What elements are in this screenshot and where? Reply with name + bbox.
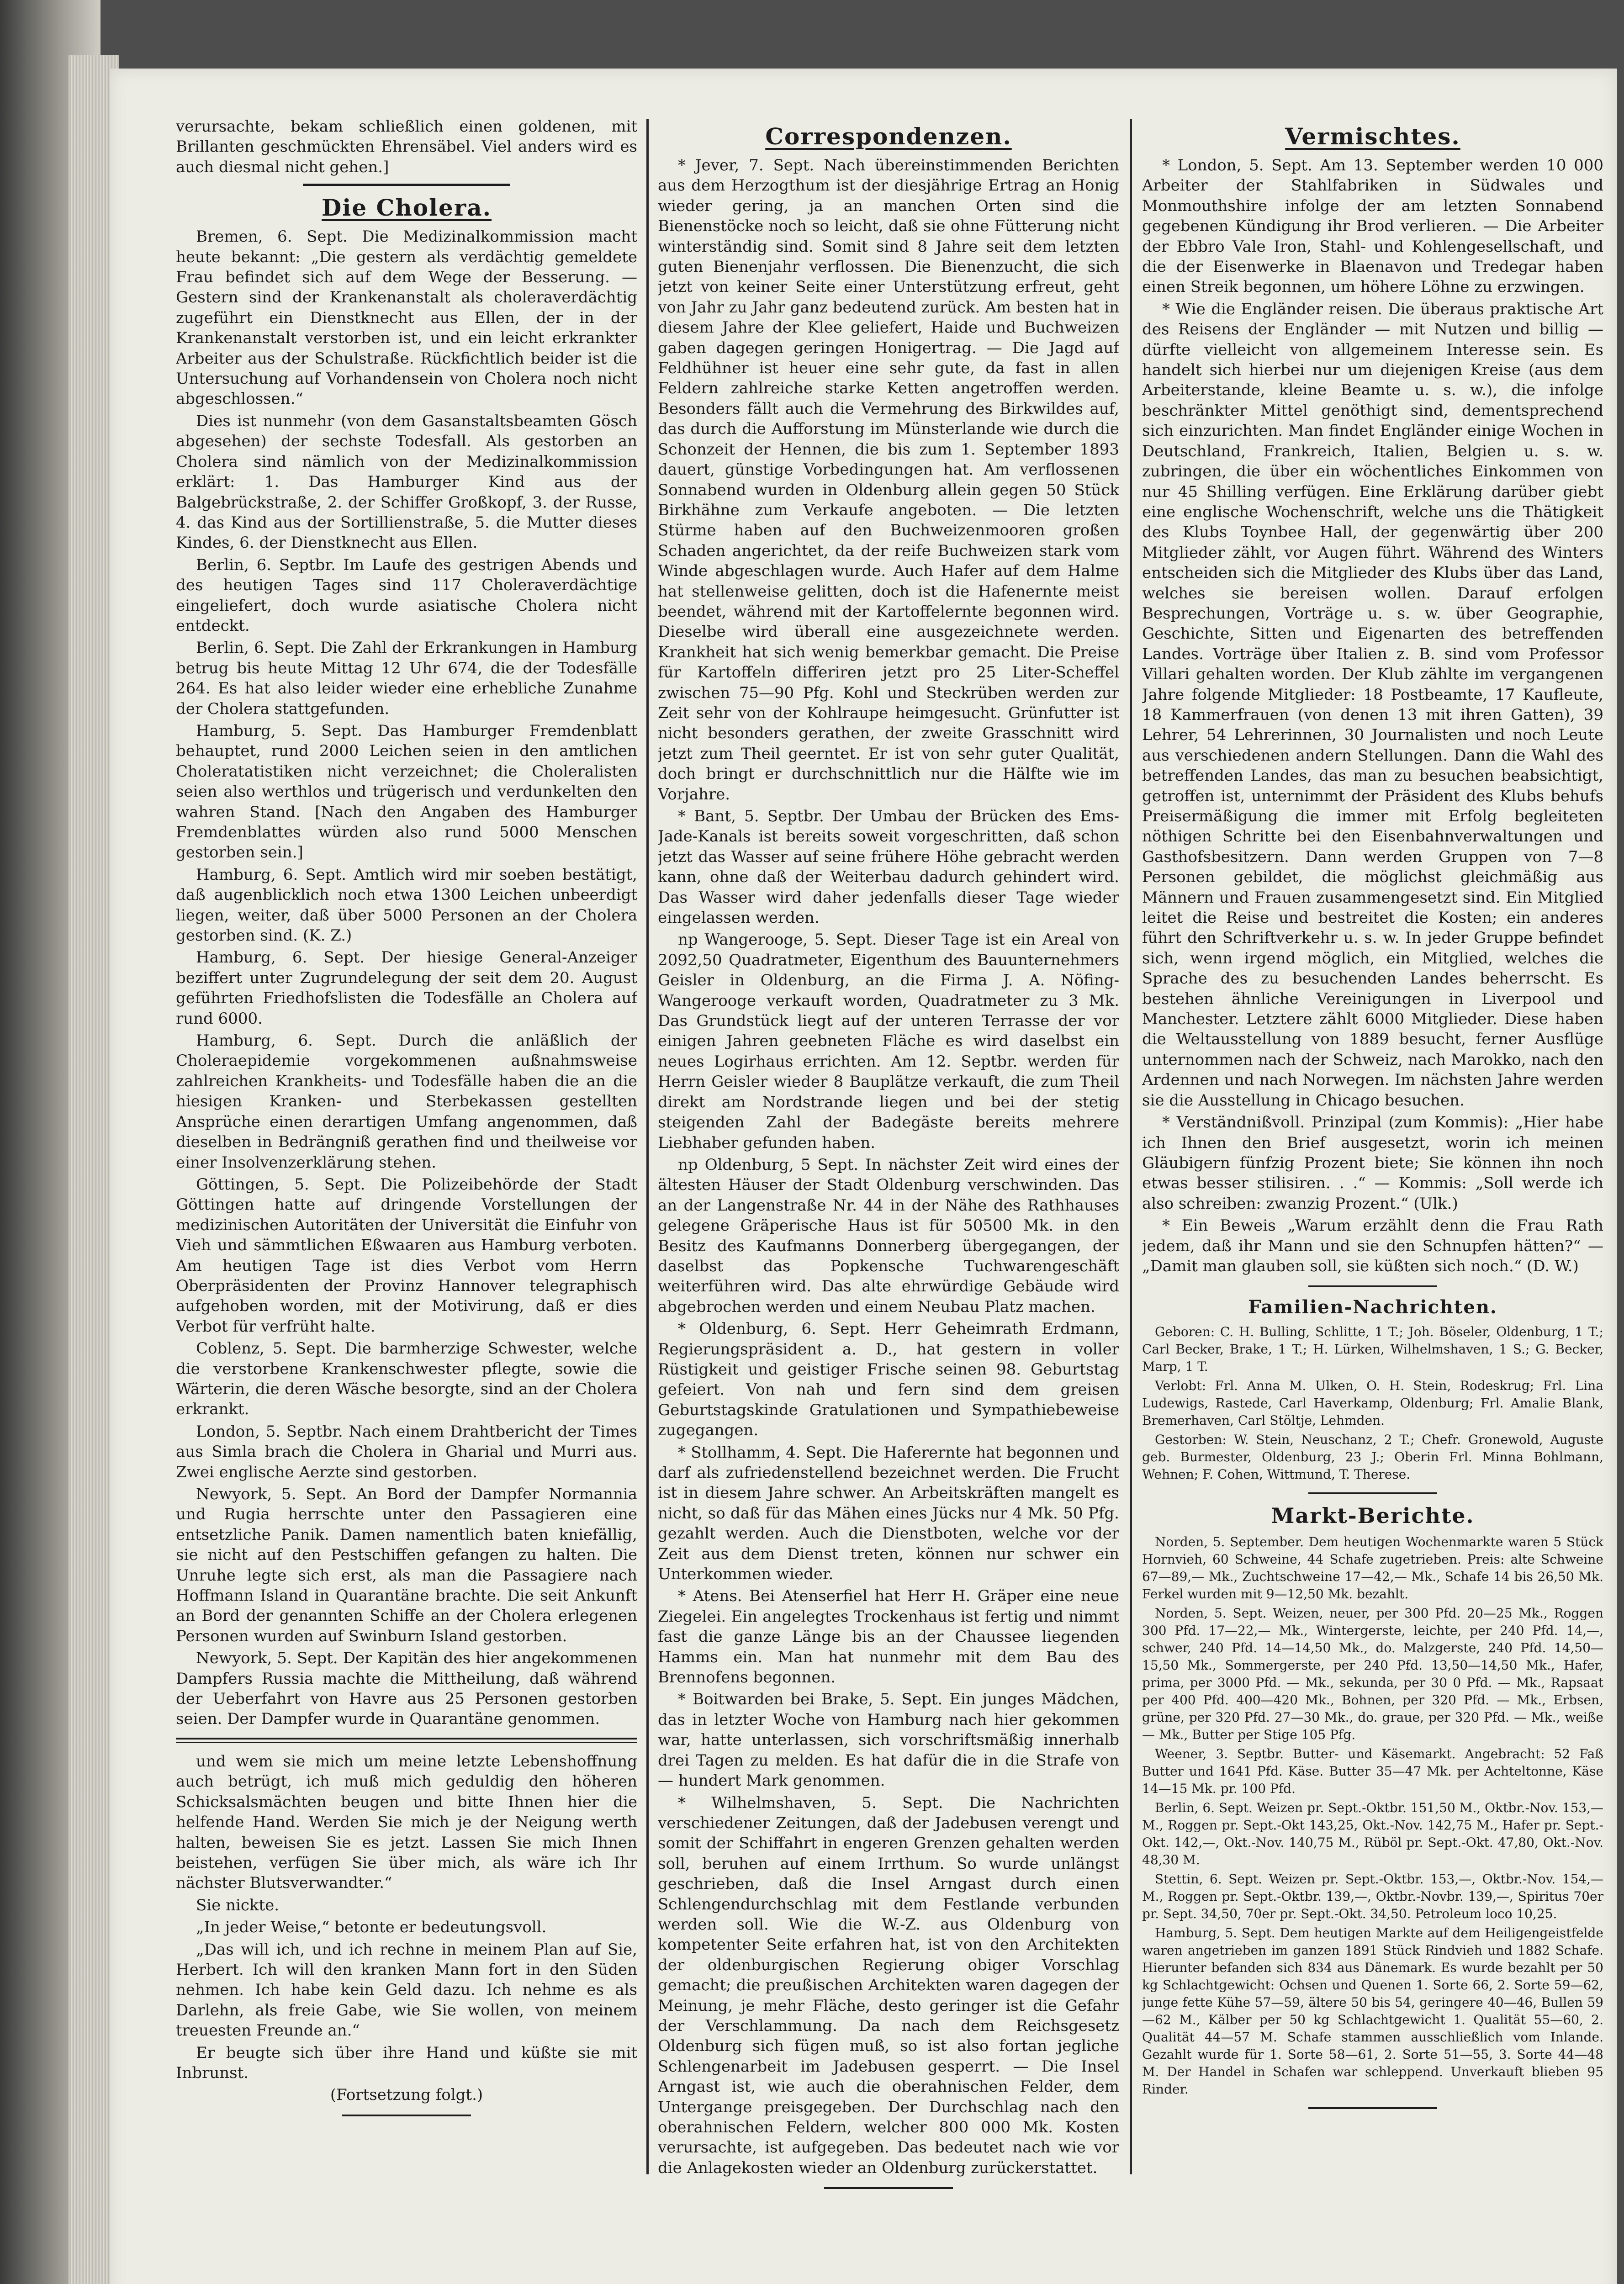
article-paragraph: Hamburg, 6. Sept. Der hiesige General-Anzeiger beziffert unter Zugrundelegung der seit dem 20. August geführten Friedhofslisten die Todesfälle an Cholera auf rund 6000. [176,948,637,1028]
column-rule [1130,119,1132,2174]
section-rule [303,184,511,186]
article-paragraph: Geboren: C. H. Bulling, Schlitte, 1 T.; Joh. Böseler, Oldenburg, 1 T.; Carl Becker, Brake, 1 T.; H. Lürken, Wilhelmshaven, 1 S.; G. Becker, Marp, 1 T. [1142,1324,1603,1375]
correspondence-heading: Correspondenzen. [765,123,1012,150]
article-paragraph: Newyork, 5. Sept. An Bord der Dampfer Normannia und Rugia herrschte unter den Passagieren eine entsetzliche Panik. Damen namentlich baten kniefällig, sie nicht auf den Pestschiffen gefangen zu halten. Die Unruhe legte sich erst, als man die Passagiere nach Hoffmann Island in Quarantäne brachte. Die seit Ankunft an Bord der genannten Schiffe an der Cholera erlegenen Personen wurden auf Swinburn Island gestorben. [176,1485,637,1645]
article-paragraph: Hamburg, 5. Sept. Das Hamburger Fremdenblatt behauptet, rund 2000 Leichen seien in den amtlichen Choleratatistiken nicht verzeichnet; die Choleralisten seien also werthlos und trügerisch und verdunkelten den wahren Stand. [Nach den Angaben des Hamburger Fremdenblattes würden also rund 5000 Menschen gestorben sein.] [176,721,637,862]
end-rule [1308,2107,1438,2109]
family-heading: Familien-Nachrichten. [1248,1296,1497,1318]
article-paragraph: Berlin, 6. Septbr. Im Laufe des gestrigen Abends und des heutigen Tages sind 117 Choleraverdächtige eingeliefert, doch wurde asiatische Cholera nicht entdeckt. [176,555,637,635]
article-paragraph: * Wie die Engländer reisen. Die überaus praktische Art des Reisens der Engländer — mit Nutzen und billig — dürfte vielleicht von allgemeinem Interesse sein. Es handelt sich hierbei nur um diejenigen Kreise (aus dem Arbeiterstande, kleine Beamte u. s. w.), die infolge beschränkter Mittel genöthigt sind, dementsprechend sich einzurichten. Man findet Engländer einige Wochen in Deutschland, Frankreich, Italien, Belgien u. s. w. zubringen, die über ein wöchentliches Einkommen von nur 45 Shilling verfügen. Eine Erklärung darüber giebt eine englische Wochenschrift, welche uns die Thätigkeit des Klubs Toynbee Hall, der gegenwärtig über 200 Mitglieder zählt, vor Augen führt. Während des Winters entscheiden sich die Mitglieder des Klubs über das Land, welches sie bereisen wollen. Darauf erfolgen Besprechungen, Vorträge u. s. w. über Geographie, Geschichte, Sitten und Eigenarten des betreffenden Landes. Vorträge über Italien z. B. sind vom Professor Villari gehalten worden. Der Klub zählte im vergangenen Jahre folgende Mitglieder: 18 Postbeamte, 17 Kaufleute, 18 Kammerfrauen (von denen 13 mit ihren Gatten), 39 Lehrer, 54 Lehrerinnen, 30 Journalisten und noch Leute aus verschiedenen andern Stellungen. Dann die Wahl des betreffenden Landes, das man zu besuchen beabsichtigt, getroffen ist, unternimmt der Präsident des Klubs behufs Preisermäßigung die immer mit Erfolg begleiteten nöthigen Schritte bei den Eisenbahnverwaltungen und Gasthofsbesitzern. Dann werden Gruppen von 7—8 Personen gebildet, die möglichst gleichmäßig aus Männern und Frauen zusammengesetzt sind. Ein Mitglied leitet die Reise und bestreitet die Kosten; ein anderes führt den Schriftverkehr u. s. w. In jeder Gruppe befindet sich, wenn irgend möglich, ein Mitglied, welches die Sprache des zu besuchenden Landes beherrscht. Es bestehen ähnliche Vereinigungen in Liverpool und Manchester. Letztere zählt 6000 Mitglieder. Diese haben die Weltausstellung von 1889 besucht, ferner Ausflüge unternommen nach der Schweiz, nach Marokko, nach den Ardennen und nach Norwegen. Im nächsten Jahre werden sie die Ausstellung in Chicago besuchen. [1142,300,1603,1110]
article-paragraph: Bremen, 6. Sept. Die Medizinalkommission macht heute bekannt: „Die gestern als verdächtig gemeldete Frau befindet sich auf dem Wege der Besserung. — Gestern sind der Krankenanstalt als choleraverdächtig zugeführt ein Dienstknecht aus Ellen, der in der Krankenanstalt verstorben ist, und ein leicht erkrankter Arbeiter aus der Schulstraße. Rückfichtlich beider ist die Untersuchung auf Vorhandensein von Cholera noch nicht abgeschlossen.“ [176,227,637,408]
column-middle [658,116,1119,2218]
column-right [1142,116,1603,2218]
article-paragraph: Verlobt: Frl. Anna M. Ulken, O. H. Stein, Rodeskrug; Frl. Lina Ludewigs, Rastede, Carl Haverkamp, Oldenburg; Frl. Amalie Blank, Bremerhaven, Carl Stöltje, Lehmden. [1142,1378,1603,1428]
section-rule [1308,1492,1438,1494]
feuilleton-story [176,1751,637,2083]
article-paragraph: np Wangerooge, 5. Sept. Dieser Tage ist ein Areal von 2092,50 Quadratmeter, Eigenthum des Bauunternehmers Geisler in Oldenburg, an die Firma J. A. Nöfing-Wangerooge verkauft worden, Quadratmeter zu 3 Mk. Das Grundstück liegt auf der unteren Terrasse der vor einigen Jahren geebneten Fläche es wird daselbst ein neues Logirhaus errichten. Am 12. Septbr. werden für Herrn Geisler wieder 8 Bauplätze verkauft, die zum Theil direkt am Nordstrande liegen und bei der stetig steigenden Zahl der Badegäste bereits mehrere Liebhaber gefunden haben. [658,931,1119,1152]
cholera-reports [176,227,637,1729]
article-paragraph: Norden, 5. September. Dem heutigen Wochenmarkte waren 5 Stück Hornvieh, 60 Schweine, 44 Schafe zugetrieben. Preis: alte Schweine 67—89,— Mk., Zuchtschweine 17—42,— Mk., Schafe 14 bis 26,50 Mk. Ferkel wurden mit 9—12,50 Mk. bezahlt. [1142,1534,1603,1602]
article-paragraph: * Wilhelmshaven, 5. Sept. Die Nachrichten verschiedener Zeitungen, daß der Jadebusen verengt und somit der Schiffahrt in engeren Grenzen gehalten werden soll, beruhen auf einem Irrthum. So wurde unlängst geschrieben, daß die Insel Arngast durch einen Schlengendurchschlag mit dem Festlande verbunden werden soll. Wie die W.-Z. aus Oldenburg von kompetenter Seite erfahren hat, ist von den Architekten der oldenburgischen Regierung obiger Vorschlag gemacht; die preußischen Architekten waren dagegen der Meinung, je mehr Fläche, desto geringer ist die Gefahr der Verschlammung. Da nach dem Reichsgesetz Oldenburg sich fügen muß, so ist also fortan jegliche Schlengenarbeit im Jadebusen gesperrt. — Die Insel Arngast ist, wie auch die oberahnischen Felder, dem Untergange preisgegeben. Der Durchschlag nach den oberahnischen Feldern, welcher 800 000 Mk. Kosten verursachte, ist aufgegeben. Das bedeutet nach wie vor die Anlagekosten wieder an Oldenburg zurückerstattet. [658,1793,1119,2177]
continued-note: (Fortsetzung folgt.) [330,2086,483,2104]
article-paragraph: Sie nickte. [196,1896,280,1914]
intro-text: verursachte, bekam schließlich einen goldenen, mit Brillanten geschmückten Ehrensäbel. Viel anders wird es auch diesmal nicht gehen.] [176,117,637,176]
feuilleton-rule [176,1738,637,1743]
article-paragraph: Göttingen, 5. Sept. Die Polizeibehörde der Stadt Göttingen hatte auf dringende Vorstellungen der medizinischen Autoritäten der Universität die Einfuhr von Vieh und sämmtlichen Eßwaaren aus Hamburg verboten. Am heutigen Tage ist dies Verbot vom Herrn Oberpräsidenten der Provinz Hannover telegraphisch aufgehoben worden, mit der Motivirung, daß er dies Verbot für verfrüht halte. [176,1175,637,1336]
article-paragraph: Norden, 5. Sept. Weizen, neuer, per 300 Pfd. 20—25 Mk., Roggen 300 Pfd. 17—22,— Mk., Wintergerste, leichte, per 240 Pfd. 14,—, schwer, 240 Pfd. 14—14,50 Mk., do. Malzgerste, 240 Pfd. 14,50—15,50 Mk., Sommergerste, per 240 Pfd. 13,50—14,50 Mk., Hafer, prima, per 3000 Pfd. — Mk., sekunda, per 30 0 Pfd. — Mk., Rapsaat per 400 Pfd. 400—420 Mk., Bohnen, per 320 Pfd. — Mk., Erbsen, grüne, per 320 Pfd. 27—30 Mk., do. graue, per 320 Pfd. — Mk., weiße — Mk., Butter per Stige 105 Pfg. [1142,1606,1603,1743]
article-paragraph: Berlin, 6. Sept. Weizen pr. Sept.-Oktbr. 151,50 M., Oktbr.-Nov. 153,— M., Roggen pr. Sept.-Okt 143,25, Okt.-Nov. 142,75 M., Hafer pr. Sept.-Okt. 142,—, Okt.-Nov. 140,75 M., Rüböl pr. Sept.-Okt. 47,80, Okt.-Nov. 48,30 M. [1142,1800,1603,1868]
article-paragraph: London, 5. Septbr. Nach einem Drahtbericht der Times aus Simla brach die Cholera in Gharial und Murri aus. Zwei englische Aerzte sind gestorben. [176,1422,637,1481]
article-paragraph: * Boitwarden bei Brake, 5. Sept. Ein junges Mädchen, das in letzter Woche von Hamburg nach hier gekommen war, hatte unterlassen, sich vorschriftsmäßig innerhalb drei Tagen zu melden. Es hat dafür die in die Strafe von — hundert Mark genommen. [658,1690,1119,1790]
family-notices [1142,1323,1603,1483]
article-paragraph: * Atens. Bei Atenserfiel hat Herr H. Gräper eine neue Ziegelei. Ein angelegtes Trockenhaus ist fertig und nimmt fast die ganze Länge bis an der Chaussee liegenden Hamms ein. Man hat nunmehr mit dem Bau des Brennofens begonnen. [658,1587,1119,1687]
article-paragraph: * Oldenburg, 6. Sept. Herr Geheimrath Erdmann, Regierungspräsident a. D., hat gestern in voller Rüstigkeit und geistiger Frische seinen 98. Geburtstag gefeiert. Von nah und fern sind dem greisen Geburtstagskinde Gratulationen und Sympathiebeweise zugegangen. [658,1320,1119,1440]
misc-reports [1142,155,1603,1276]
market-heading: Markt-Berichte. [1271,1503,1475,1528]
article-paragraph: Er beugte sich über ihre Hand und küßte sie mit Inbrunst. [176,2043,637,2082]
end-rule [342,2115,471,2116]
article-paragraph: * Jever, 7. Sept. Nach übereinstimmenden Berichten aus dem Herzogthum ist der diesjährige Ertrag an Honig wieder gering, ja an manchen Orten sind die Bienenstöcke noch so leicht, daß sie ohne Fütterung nicht winterständig sind. Somit sind 8 Jahre seit dem letzten guten Bienenjahr verflossen. Die Bienenzucht, die sich jetzt von keiner Seite einer Unterstützung erfreut, geht von Jahr zu Jahr ganz bedeutend zurück. Am besten hat in diesem Jahre der Klee geliefert, Haide und Buchweizen gaben dagegen geringen Honigertrag. — Die Jagd auf Feldhühner ist heuer eine sehr gute, da fast in allen Feldern zahlreiche starke Ketten angetroffen werden. Besonders fällt auch die Vermehrung des Birkwildes auf, das durch die Aufforstung im Münsterlande wie durch die Schonzeit der Hennen, die bis zum 1. September 1893 dauert, günstige Vorbedingungen hat. Am verflossenen Sonnabend wurden in Oldenburg allein gegen 50 Stück Birkhähne zum Verkaufe angeboten. — Die letzten Stürme haben auf den Buchweizenmooren großen Schaden angerichtet, da der reife Buchweizen stark vom Winde abgeschlagen wurde. Auch Hafer auf dem Halme hat stellenweise gelitten, doch ist die Hafenernte meist beendet, während mit der Kartoffelernte begonnen wird. Dieselbe wird überall eine ausgezeichnete werden. Krankheit hat sich wenig bemerkbar gemacht. Die Preise für Kartoffeln differiren jetzt pro 25 Liter-Scheffel zwischen 75—90 Pfg. Kohl und Steckrüben werden zur Zeit sehr von der Kohlraupe heimgesucht. Grünfutter ist nicht besonders gerathen, der zweite Grasschnitt wird jetzt zum Theil geerntet. Er ist von sehr guter Qualität, doch bringt er durchschnittlich nur die Hälfte wie im Vorjahre. [658,156,1119,804]
cholera-heading: Die Cholera. [321,194,492,222]
article-paragraph: „Das will ich, und ich rechne in meinem Plan auf Sie, Herbert. Ich will den kranken Mann fort in den Süden nehmen. Ich habe kein Geld dazu. Ich nehme es als Darlehn, als freie Gabe, wie Sie wollen, von meinem treuesten Freunde an.“ [176,1940,637,2040]
section-rule [1308,1285,1438,1287]
misc-heading: Vermischtes. [1285,123,1460,150]
article-paragraph: „In jeder Weise,“ betonte er bedeutungsvoll. [196,1918,547,1937]
article-paragraph: Berlin, 6. Sept. Die Zahl der Erkrankungen in Hamburg betrug bis heute Mittag 12 Uhr 674, die der Todesfälle 264. Es hat also leider wieder eine erhebliche Zunahme der Cholera stattgefunden. [176,639,637,718]
article-paragraph: Gestorben: W. Stein, Neuschanz, 2 T.; Chefr. Gronewold, Auguste geb. Burmester, Oldenburg, 23 J.; Oberin Frl. Minna Bohlmann, Wehnen; F. Cohen, Wittmund, T. Therese. [1142,1432,1603,1482]
correspondence-reports [658,155,1119,2178]
article-paragraph: und wem sie mich um meine letzte Lebenshoffnung auch betrügt, ich muß mich geduldig den höheren Schicksalsmächten beugen und bitte Ihnen hier die helfende Hand. Werden Sie mich je der Neigung werth halten, beweisen Sie es jetzt. Lassen Sie mich Ihnen beistehen, verfügen Sie über mich, als wäre ich Ihr nächster Blutsverwandter.“ [176,1752,637,1893]
article-paragraph: np Oldenburg, 5 Sept. In nächster Zeit wird eines der ältesten Häuser der Stadt Oldenburg verschwinden. Das an der Langenstraße Nr. 44 in der Nähe des Rathhauses gelegene Gräperische Haus ist für 50500 Mk. in den Besitz des Kaufmanns Donnerberg übergegangen, der daselbst das Popkensche Tuchwarengeschäft weiterführen wird. Das alte ehrwürdige Gebäude wird abgebrochen werden und einem Neubau Platz machen. [658,1155,1119,1316]
column-left [176,116,637,2218]
article-paragraph: Hamburg, 6. Sept. Amtlich wird mir soeben bestätigt, daß augenblicklich noch etwa 1300 Leichen unbeerdigt liegen, weiter, daß über 5000 Personen an der Cholera gestorben sind. (K. Z.) [176,865,637,945]
article-paragraph: Coblenz, 5. Sept. Die barmherzige Schwester, welche die verstorbene Krankenschwester pflegte, sowie die Wärterin, die deren Wäsche besorgte, sind an der Cholera erkrankt. [176,1339,637,1419]
article-paragraph: Newyork, 5. Sept. Der Kapitän des hier angekommenen Dampfers Russia machte die Mittheilung, daß während der Ueberfahrt von Havre aus 25 Personen gestorben seien. Der Dampfer wurde in Quarantäne genommen. [176,1649,637,1729]
column-rule [646,119,649,2174]
end-rule [824,2187,953,2189]
article-paragraph: * Ein Beweis „Warum erzählt denn die Frau Rath jedem, daß ihr Mann und sie den Schnupfen hätten?“ — „Damit man glauben soll, sie küßten sich noch.“ (D. W.) [1142,1216,1603,1275]
article-paragraph: Weener, 3. Septbr. Butter- und Käsemarkt. Angebracht: 52 Faß Butter und 1641 Pfd. Käse. Butter 35—47 Mk. per Achteltonne, Käse 14—15 Mk. pr. 100 Pfd. [1142,1746,1603,1797]
newspaper-page [110,69,1617,2284]
article-paragraph: * Stollhamm, 4. Sept. Die Haferernte hat begonnen und darf als zufriedenstellend bezeichnet werden. Die Frucht ist in diesem Jahre schwer. An Arbeitskräften mangelt es nicht, so daß für das Mähen eines Jücks nur 4 Mk. 50 Pfg. gezahlt werden. Auch die Dienstboten, welche vor der Zeit aus dem Dienst treten, können nur schwer ein Unterkommen wieder. [658,1443,1119,1584]
article-paragraph: Dies ist nunmehr (von dem Gasanstaltsbeamten Gösch abgesehen) der sechste Todesfall. Als gestorben an Cholera sind nämlich von der Medizinalkommission erklärt: 1. Das Hamburger Kind aus der Balgebrückstraße, 2. der Schiffer Großkopf, 3. der Russe, 4. das Kind aus der Sortillienstraße, 5. die Mutter dieses Kindes, 6. der Dienstknecht aus Ellen. [176,412,637,552]
article-paragraph: Hamburg, 6. Sept. Durch die anläßlich der Choleraepidemie vorgekommenen außnahmsweise zahlreichen Krankheits- und Todesfälle haben die an die hiesigen Kranken- und Sterbekassen gestellten Ansprüche einen derartigen Umfang angenommen, daß dieselben in Bedrängniß gerathen find und theilweise vor einer Insolvenzerklärung stehen. [176,1031,637,1172]
article-paragraph: * Verständnißvoll. Prinzipal (zum Kommis): „Hier habe ich Ihnen den Brief ausgesetzt, worin ich meinen Gläubigern fünfzig Prozent biete; Sie können ihn noch etwas besser stilisiren. . .“ — Kommis: „Soll werde ich also schreiben: zwanzig Prozent.“ (Ulk.) [1142,1113,1603,1213]
article-paragraph: * Bant, 5. Septbr. Der Umbau der Brücken des Ems-Jade-Kanals ist bereits soweit vorgeschritten, daß schon jetzt das Wasser auf seine frühere Höhe gebracht werden kann, ohne daß der Weiterbau dadurch gehindert wird. Das Wasser wird daher jedenfalls dieser Tage wieder eingelassen werden. [658,807,1119,927]
article-paragraph: Stettin, 6. Sept. Weizen pr. Sept.-Oktbr. 153,—, Oktbr.-Nov. 154,— M., Roggen pr. Sept.-Oktbr. 139,—, Oktbr.-Novbr. 139,—, Spiritus 70er pr. Sept. 34,50, 70er pr. Sept.-Okt. 34,50. Petroleum loco 10,25. [1142,1872,1603,1922]
article-paragraph: * London, 5. Sept. Am 13. September werden 10 000 Arbeiter der Stahlfabriken in Südwales und Monmouthshire infolge der am letzten Sonnabend gegebenen Kündigung ihr Brod verlieren. — Die Arbeiter der Ebbro Vale Iron, Stahl- und Kohlengesellschaft, und die der Eisenwerke in Blaenavon und Tredegar haben einen Streik begonnen, um höhere Löhne zu erzwingen. [1142,156,1603,296]
article-paragraph: Hamburg, 5. Sept. Dem heutigen Markte auf dem Heiligengeistfelde waren angetrieben im ganzen 1891 Stück Rindvieh und 1882 Schafe. Hierunter befanden sich 834 aus Dänemark. Es wurde bezahlt per 50 kg Schlachtgewicht: Ochsen und Quenen 1. Sorte 66, 2. Sorte 59—62, junge fette Kühe 57—59, ältere 50 bis 54, geringere 40—46, Bullen 59—62 M., Kälber per 50 kg Schlachtgewicht 1. Qualität 55—60, 2. Qualität 44—57 M. Schafe stammen ausschließlich vom Inlande. Gezahlt wurde für 1. Sorte 58—61, 2. Sorte 51—55, 3. Sorte 44—48 M. Der Handel in Schafen war schleppend. Unverkauft blieben 95 Rinder. [1142,1925,1603,2097]
market-reports [1142,1533,1603,2098]
